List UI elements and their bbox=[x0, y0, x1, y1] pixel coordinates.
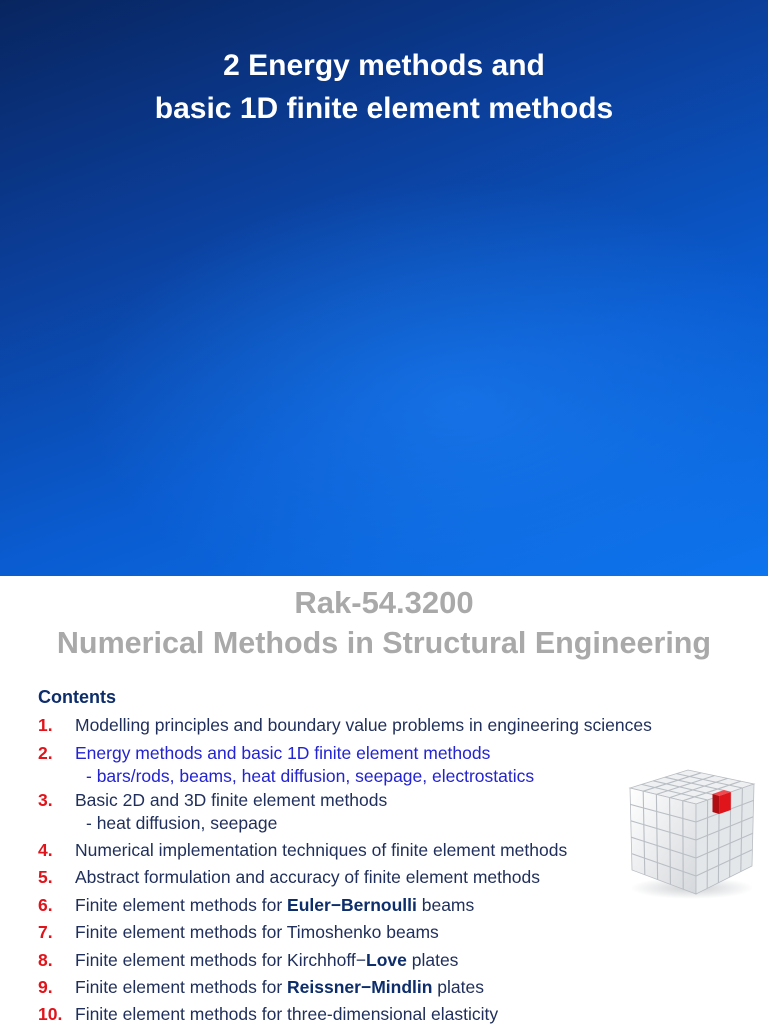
contents-item bbox=[38, 1003, 498, 1025]
item-number: 5. bbox=[38, 866, 75, 888]
item-number: 8. bbox=[38, 949, 75, 971]
item-text-highlight: Love bbox=[366, 950, 407, 970]
contents-item bbox=[38, 839, 567, 861]
item-number: 2. bbox=[38, 742, 75, 764]
item-text-highlight: Reissner−Mindlin bbox=[287, 977, 432, 997]
item-number: 3. bbox=[38, 789, 75, 811]
contents-subitem bbox=[38, 765, 534, 787]
item-text: Basic 2D and 3D finite element methods bbox=[75, 790, 387, 810]
item-subtext: - heat diffusion, seepage bbox=[86, 813, 277, 833]
contents-item-current bbox=[38, 742, 490, 764]
item-number: 1. bbox=[38, 714, 75, 736]
contents-item bbox=[38, 866, 540, 888]
item-text-pre: Finite element methods for Kirchhoff− bbox=[75, 950, 366, 970]
contents-item bbox=[38, 949, 458, 971]
item-text: Energy methods and basic 1D finite element methods bbox=[75, 743, 490, 763]
contents-item bbox=[38, 789, 387, 811]
item-number: 4. bbox=[38, 839, 75, 861]
contents-subitem bbox=[38, 812, 277, 834]
course-name: Numerical Methods in Structural Engineering bbox=[0, 623, 768, 663]
item-text-highlight: Euler−Bernoulli bbox=[287, 895, 417, 915]
item-subtext: - bars/rods, beams, heat diffusion, seepage, electrostatics bbox=[86, 766, 534, 786]
item-text: Numerical implementation techniques of finite element methods bbox=[75, 840, 567, 860]
item-text-pre: Finite element methods for bbox=[75, 977, 287, 997]
item-text-post: beams bbox=[417, 895, 474, 915]
item-number: 10. bbox=[38, 1003, 75, 1025]
item-number: 9. bbox=[38, 976, 75, 998]
contents-item bbox=[38, 976, 484, 998]
contents-item bbox=[38, 921, 439, 943]
contents-item bbox=[38, 894, 474, 916]
contents-heading: Contents bbox=[38, 687, 116, 708]
item-text-post: plates bbox=[407, 950, 459, 970]
item-text: Abstract formulation and accuracy of finite element methods bbox=[75, 867, 540, 887]
item-text: Finite element methods for Timoshenko beams bbox=[75, 922, 439, 942]
slide-title-line1: 2 Energy methods and bbox=[0, 44, 768, 87]
item-text: Finite element methods for three-dimensional elasticity bbox=[75, 1004, 498, 1024]
item-number: 6. bbox=[38, 894, 75, 916]
course-code: Rak-54.3200 bbox=[0, 585, 768, 621]
item-text: Modelling principles and boundary value problems in engineering sciences bbox=[75, 715, 652, 735]
slide-title-line2: basic 1D finite element methods bbox=[0, 87, 768, 130]
item-text-post: plates bbox=[432, 977, 484, 997]
red-cube-icon bbox=[713, 790, 731, 814]
item-text-pre: Finite element methods for bbox=[75, 895, 287, 915]
item-number: 7. bbox=[38, 921, 75, 943]
contents-item bbox=[38, 714, 652, 736]
cube-illustration bbox=[626, 766, 758, 900]
